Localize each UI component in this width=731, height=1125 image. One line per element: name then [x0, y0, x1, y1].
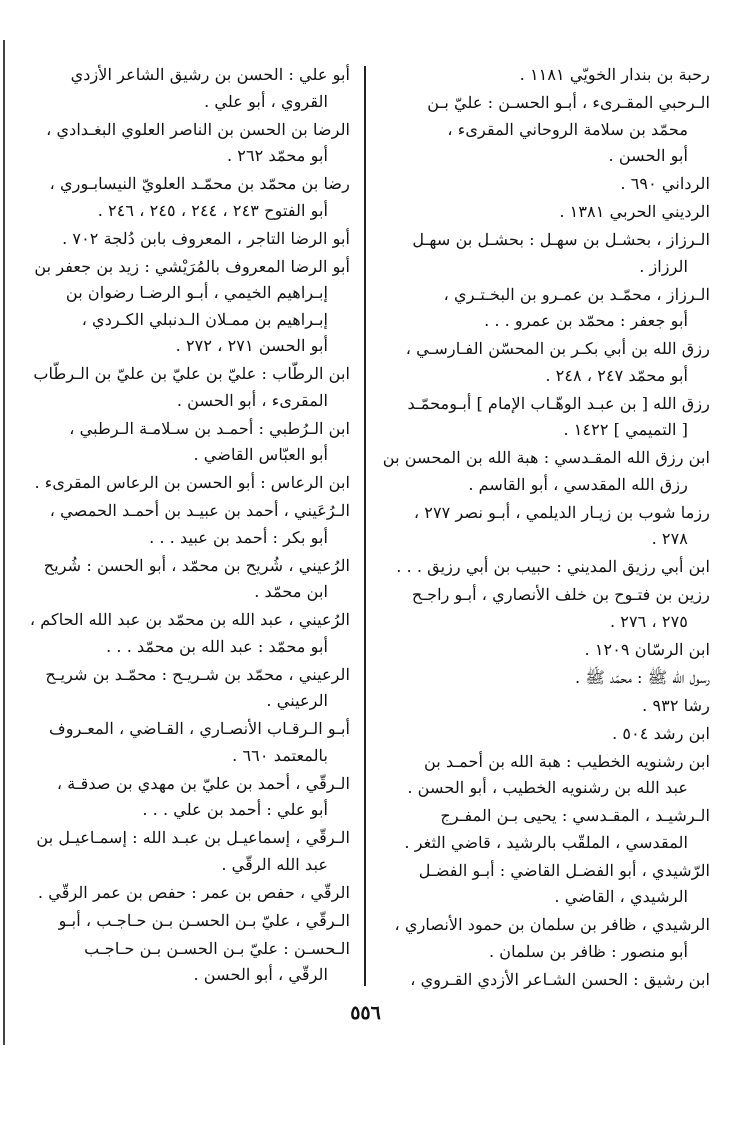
index-entry-heading: رزين بن فتـوح بن خلف الأنصاري ، أبـو راجـح: [411, 585, 710, 604]
index-entry-heading: ابن الـرُطبي : أحمـد بن سـلامـة الـرطبي ،: [69, 418, 350, 438]
index-entry: [20, 254, 350, 360]
index-entry-heading: ابن أبي رزيق المديني : حبيب بن أبي رزيق . . .: [396, 557, 710, 576]
index-entry-continuation: أبو محمّد : عبد الله بن محمّد . . .: [106, 636, 328, 656]
index-entry-continuation: أبو علي : أحمد بن علي . . .: [142, 800, 328, 819]
index-entry-continuation: إبـراهيم الخيمي ، أبـو الرضـا رضوان بن: [65, 283, 328, 302]
index-entry: [380, 693, 710, 720]
index-entry-continuation: أبو محمّد ٢٦٢ .: [226, 146, 328, 165]
index-entry-continuation: الرقّي ، أبو الحسن .: [193, 965, 328, 984]
column-divider: [364, 66, 366, 986]
index-entry-heading: رسول الله ﷺ : محمّد ﷺ .: [574, 667, 710, 687]
page-edge: [3, 40, 5, 1045]
page-number: ٥٥٦: [350, 1002, 381, 1024]
index-entry-heading: الـرشيـد ، المقـدسي : يحيى بـن المفـرج: [440, 806, 710, 825]
index-entry-heading: الرديني الحربي ١٣٨١ .: [559, 202, 710, 221]
index-entry-heading: أبو الرضا التاجر ، المعروف بابن دُلجة ٧٠٢ .: [62, 228, 350, 248]
index-entry: [20, 470, 350, 497]
index-entry: [20, 936, 350, 989]
index-entry: [20, 662, 350, 715]
index-entry-continuation: ٢٧٥ ، ٢٧٦ .: [609, 611, 688, 631]
index-entry: [380, 554, 710, 581]
index-entry-heading: الـرُعَيني ، أحمد بن عبيـد بن أحمـد الحمصي ،: [49, 501, 350, 520]
index-entry: [20, 825, 350, 878]
index-entry-continuation: أبو جعفر : محمّد بن عمرو . . .: [484, 311, 688, 330]
index-entry: [380, 912, 710, 965]
index-entry: [380, 336, 710, 389]
index-entry: [20, 226, 350, 253]
index-entry: [380, 500, 710, 553]
index-entry-continuation: المقرىء ، أبو الحسن .: [176, 390, 328, 410]
index-entry-heading: ابن رشيق : الحسن الشـاعر الأزدي القـروي ،: [410, 969, 710, 989]
index-entry: [20, 62, 350, 115]
index-entry-heading: الـرقّي ، أحمد بن عليّ بن مهدي بن صدقـة ،: [56, 773, 350, 793]
index-entry: [380, 749, 710, 802]
index-entry-heading: ابن الرطّاب : عليّ بن عليّ بن عليّ بن الـرطّاب: [33, 364, 350, 383]
index-entry: [380, 637, 710, 664]
index-entry: [380, 391, 710, 444]
index-entry-continuation: بالمعتمد ٦٦٠ .: [232, 745, 328, 765]
index-entry-heading: رحبة بن بندار الخويّي ١١٨١ .: [519, 65, 710, 84]
index-entry-heading: ابن الرسّان ١٢٠٩ .: [584, 639, 710, 659]
index-entry-continuation: أبو الحسن .: [608, 146, 688, 165]
index-entry: [380, 721, 710, 748]
index-entry: [20, 908, 350, 935]
index-entry-continuation: الرشيدي ، القاضي .: [554, 887, 688, 906]
index-entry-heading: رزما شوب بن زيـار الديلمي ، أبـو نصر ٢٧٧ ،: [413, 502, 710, 522]
index-entry-heading: الـرحبي المقـرىء ، أبـو الحسـن : عليّ بـن: [427, 93, 710, 112]
index-entry: [380, 171, 710, 198]
index-entry-heading: أبـو الـرقـاب الأنصـاري ، القـاضي ، المعـروف: [48, 719, 350, 738]
index-entry: [380, 282, 710, 335]
index-entry-heading: الـرقّي ، إسماعيـل بن عبـد الله : إسمـاعيـل بن: [36, 828, 350, 847]
index-entry-heading: رضا بن محمّد بن محمّـد العلويّ النيسابـوري ،: [49, 174, 350, 193]
index-entry-continuation: القروي ، أبو علي .: [204, 91, 328, 111]
index-entry: [20, 361, 350, 414]
index-entry: [380, 199, 710, 226]
index-entry: [380, 90, 710, 170]
index-entry-continuation: الرزاز .: [639, 256, 688, 276]
index-entry-heading: الرُعيني ، عبد الله بن محمّد بن عبد الله الحاكم ،: [29, 610, 350, 629]
index-entry-heading: الرُعيني ، شُريح بن محمّد ، أبو الحسن : شُريح: [43, 555, 350, 575]
index-entry: [380, 227, 710, 280]
index-entry-continuation: أبو بكر : أحمد بن عبيد . . .: [149, 527, 328, 547]
index-column-right: [380, 62, 710, 995]
index-entry: [20, 171, 350, 224]
index-entry-continuation: المقدسي ، الملقّب بالرشيد ، قاضي الثغر .: [404, 832, 688, 852]
index-entry-heading: الرقّي ، حفص بن عمر : حفص بن عمر الرقّي .: [37, 882, 350, 902]
index-entry-continuation: أبو الحسن ٢٧١ ، ٢٧٢ .: [175, 336, 328, 355]
index-entry-continuation: ٢٧٨ .: [651, 529, 688, 548]
index-entry-continuation: أبو الفتوح ٢٤٣ ، ٢٤٤ ، ٢٤٥ ، ٢٤٦ .: [97, 200, 328, 220]
index-entry: [380, 62, 710, 89]
index-entry-heading: رشا ٩٣٢ .: [642, 695, 710, 715]
index-entry-continuation: أبو العبّاس القاضي .: [193, 445, 328, 464]
index-entry-heading: أبو الرضا المعروف بالمُرَيْشي : زيد بن جعفر بن: [34, 256, 350, 276]
index-entry: [380, 967, 710, 994]
index-entry-continuation: ابن محمّد .: [254, 582, 328, 601]
index-entry-continuation: عبد الله الرقّي .: [221, 854, 328, 874]
index-entry-heading: الرضا بن الحسن بن الناصر العلوي البغـدادي ،: [46, 119, 350, 139]
index-entry-continuation: أبو منصور : ظافر بن سلمان .: [488, 941, 688, 961]
index-entry: [20, 553, 350, 606]
index-entry-continuation: [ التميمي ] ١٤٢٢ .: [563, 420, 688, 439]
index-entry-continuation: محمّد بن سلامة الروحاني المقرىء ،: [447, 119, 688, 139]
index-entry: [380, 582, 710, 635]
index-entry-heading: ابن رشنويه الخطيب : هبة الله بن أحمـد بن: [423, 751, 710, 771]
index-entry: [20, 771, 350, 824]
index-entry: [380, 803, 710, 856]
index-entry-continuation: عبد الله بن رشنويه الخطيب ، أبو الحسن .: [407, 778, 688, 797]
index-entry-continuation: إبـراهيم بن ممـلان الـدنبلي الكـردي ،: [81, 309, 328, 329]
index-entry-heading: الرعيني ، محمّد بن شـريـح : محمّـد بن شريـح: [45, 664, 350, 684]
index-entry: [380, 858, 710, 911]
index-entry-heading: ابن رزق الله المقـدسي : هبة الله بن المحسن بن: [382, 448, 710, 467]
index-entry-heading: ابن رشد ٥٠٤ .: [612, 723, 710, 743]
index-entry-heading: الـرزاز ، بحشـل بن سهـل : بحشـل بن سهـل: [412, 230, 710, 249]
index-entry: [20, 880, 350, 907]
index-entry-heading: ابن الرعاس : أبو الحسن بن الرعاس المقرىء .: [34, 473, 350, 492]
index-column-left: [20, 62, 350, 990]
index-entry-heading: الـحسـن : عليّ بـن الحسـن بـن حـاجـب: [84, 938, 350, 958]
index-entry-heading: الرّشيدي ، أبو الفضـل القاضي : أبـو الفضـل: [418, 860, 710, 880]
index-entry: [20, 607, 350, 660]
index-entry-heading: رزق الله بن أبي بكـر بن المحسّن الفـارسـي ،: [405, 339, 710, 358]
index-entry-heading: الرداني ٦٩٠ .: [620, 174, 710, 193]
index-entry-heading: الـرقّي ، عليّ بـن الحسـن بـن حـاجـب ، أبـو: [58, 910, 350, 930]
index-entry-continuation: أبو محمّد ٢٤٧ ، ٢٤٨ .: [545, 365, 688, 385]
index-entry-heading: الـرزاز ، محمّـد بن عمـرو بن البخـتـري ،: [443, 284, 710, 304]
index-entry: [20, 716, 350, 769]
index-entry-continuation: الرعيني .: [266, 691, 328, 710]
index-entry: [380, 665, 710, 692]
index-entry-continuation: رزق الله المقدسي ، أبو القاسم .: [468, 474, 688, 494]
index-entry: [20, 416, 350, 469]
index-entry: [380, 445, 710, 498]
index-entry: [20, 117, 350, 170]
index-entry-heading: رزق الله [ بن عبـد الوهّـاب الإمام ] أبـومحمّـد: [407, 393, 710, 413]
index-entry: [20, 498, 350, 551]
index-entry-heading: الرشيدي ، ظافر بن سلمان بن حمود الأنصاري ،: [394, 915, 710, 934]
index-entry-heading: أبو علي : الحسن بن رشيق الشاعر الأزدي: [70, 65, 350, 84]
